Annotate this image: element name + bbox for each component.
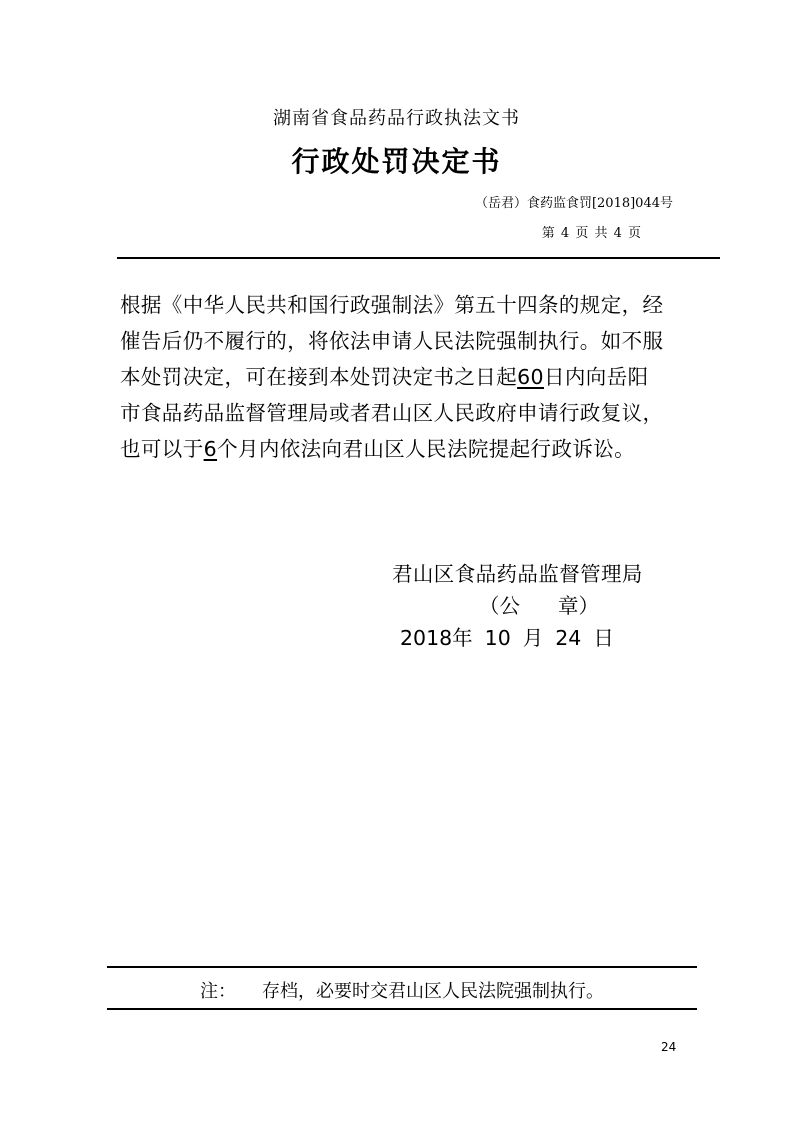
document-number: （岳君）食药监食罚[2018]044号 bbox=[474, 196, 673, 211]
body-line-3-text-a: 本处罚决定，可在接到本处罚决定书之日起 bbox=[120, 365, 518, 389]
seal-open-text: （公 bbox=[479, 594, 520, 618]
body-line-5 bbox=[120, 431, 700, 467]
note-text: 存档，必要时交君山区人民法院强制执行。 bbox=[262, 981, 604, 1002]
signing-organization: 君山区食品药品监督管理局 bbox=[392, 562, 643, 586]
body-line-2: 催告后仍不履行的，将依法申请人民法院强制执行。如不服 bbox=[120, 329, 664, 353]
page-indicator: 第 4 页 共 4 页 bbox=[541, 226, 641, 241]
note-label: 注： bbox=[200, 981, 236, 1002]
date-day: 24 bbox=[555, 626, 582, 650]
body-line-3-text-b: 日内向岳阳 bbox=[544, 365, 649, 389]
date-month: 10 bbox=[484, 626, 511, 650]
seal-placeholder bbox=[479, 589, 599, 619]
footer-divider-top bbox=[107, 966, 697, 968]
body-line-5-text-a: 也可以于 bbox=[120, 437, 204, 461]
body-line-3 bbox=[120, 359, 700, 395]
date-day-unit: 日 bbox=[593, 626, 614, 650]
body-line-5-text-b: 个月内依法向君山区人民法院提起行政诉讼。 bbox=[217, 437, 636, 461]
signing-date bbox=[400, 621, 614, 651]
document-issuer: 湖南省食品药品行政执法文书 bbox=[273, 108, 520, 129]
footer-divider-bottom bbox=[107, 1008, 697, 1010]
appeal-days-value: 60 bbox=[517, 365, 544, 389]
body-line-1: 根据《中华人民共和国行政强制法》第五十四条的规定，经 bbox=[120, 293, 664, 317]
seal-close-text: 章） bbox=[558, 594, 599, 618]
footer-note bbox=[200, 977, 604, 1003]
date-year: 2018年 bbox=[400, 626, 473, 650]
decision-body bbox=[120, 287, 700, 467]
date-month-unit: 月 bbox=[522, 626, 544, 650]
lawsuit-months-value: 6 bbox=[203, 437, 218, 461]
document-title: 行政处罚决定书 bbox=[291, 145, 502, 178]
header-divider bbox=[117, 257, 720, 259]
body-line-4: 市食品药品监督管理局或者君山区人民政府申请行政复议， bbox=[120, 401, 664, 425]
page-number: 24 bbox=[661, 1040, 677, 1054]
